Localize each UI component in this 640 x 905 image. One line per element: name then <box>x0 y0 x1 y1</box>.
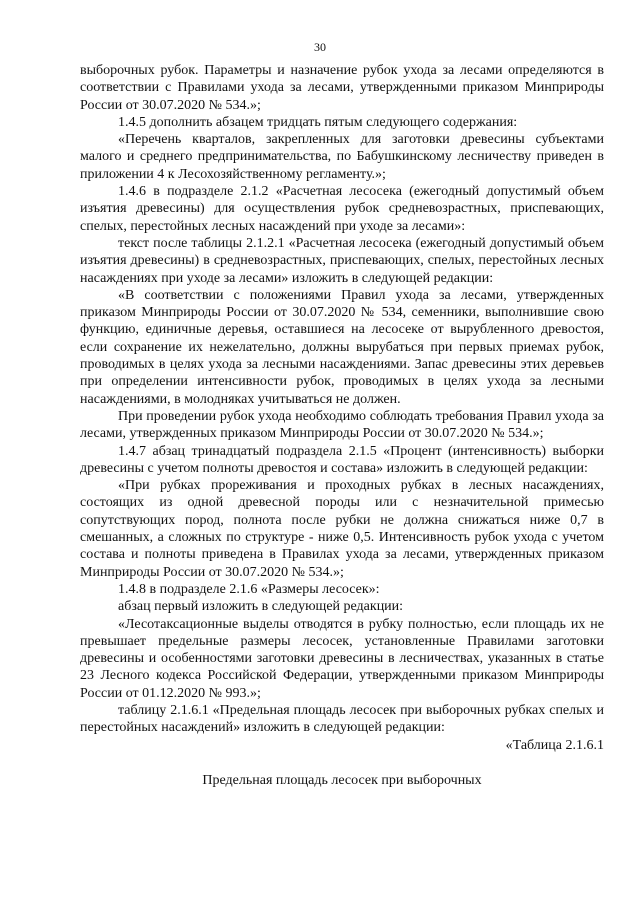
paragraph: 1.4.5 дополнить абзацем тридцать пятым следующего содержания: <box>118 114 518 130</box>
page-number: 30 <box>314 40 326 54</box>
table-reference: «Таблица 2.1.6.1 <box>505 737 604 753</box>
paragraph: 1.4.7 абзац тринадцатый подраздела 2.1.5 «Процент (интенсивность) выборки древесины с учетом полноты древостоя и состава» изложить в следующей редакции: <box>80 443 604 476</box>
paragraph: текст после таблицы 2.1.2.1 «Расчетная лесосека (ежегодный допустимый объем изъятия древесины) в средневозрастных, приспевающих, спелых, перестойных лесных насаждениях при уходе за лесами» изложить в следующей редакции: <box>80 235 604 286</box>
paragraph: выборочных рубок. Параметры и назначение рубок ухода за лесами определяются в соответствии с Правилами ухода за лесами, утвержденными приказом Минприроды России от 30.07.2020 № 534.»; <box>80 63 604 113</box>
paragraph: «Перечень кварталов, закрепленных для заготовки древесины субъектами малого и среднего предпринимательства, по Бабушкинскому лесничеству приведен в приложении 4 к Лесохозяйственному регламенту.»; <box>80 132 604 182</box>
table-title: Предельная площадь лесосек при выборочных <box>202 772 482 788</box>
paragraph: При проведении рубок ухода необходимо соблюдать требования Правил ухода за лесами, утвержденных приказом Минприроды России от 30.07.2020 № 534.»; <box>80 408 604 442</box>
paragraph: 1.4.6 в подразделе 2.1.2 «Расчетная лесосека (ежегодный допустимый объем изъятия древесины) для осуществления рубок средневозрастных, приспевающих, спелых, перестойных лесных насаждений при уходе за лесами»: <box>80 184 604 234</box>
paragraph: таблицу 2.1.6.1 «Предельная площадь лесосек при выборочных рубках спелых и перестойных насаждений» изложить в следующей редакции: <box>80 702 604 736</box>
document-body <box>80 62 604 789</box>
paragraph: 1.4.8 в подразделе 2.1.6 «Размеры лесосек»: <box>118 581 380 597</box>
paragraph: «При рубках прореживания и проходных рубках в лесных насаждениях, состоящих из одной древесной породы или с незначительной примесью сопутствующих пород, полнота после рубки не должна снижаться ниже 0,7 в смешанных, а сложных по структуре - ниже 0,5. Интенсивность рубок ухода с учетом состава и полноты приведена в Правилах ухода за лесами, утвержденных приказом Минприроды России от 30.07.2020 № 534.»; <box>80 478 604 580</box>
paragraph: «В соответствии с положениями Правил ухода за лесами, утвержденных приказом Минприроды России от 30.07.2020 № 534, семенники, выполнившие свою функцию, единичные деревья, оставшиеся на лесосеке от вырубленного древостоя, если сохранение их нежелательно, должны вырубаться при первых приемах рубок, проводимых в целях ухода за лесными насаждениями. Запас древесины этих деревьев при определении интенсивности рубок, проводимых в целях ухода за лесными насаждениями, в молодняках учитываться не должен. <box>80 287 604 407</box>
paragraph: абзац первый изложить в следующей редакции: <box>118 599 404 615</box>
paragraph: «Лесотаксационные выделы отводятся в рубку полностью, если площадь их не превышает предельные размеры лесосек, установленные Правилами заготовки древесины и особенностями заготовки древесины в лесничествах, указанных в статье 23 Лесного кодекса Российской Федерации, утвержденными приказом Минприроды России от 01.12.2020 № 993.»; <box>80 616 604 701</box>
